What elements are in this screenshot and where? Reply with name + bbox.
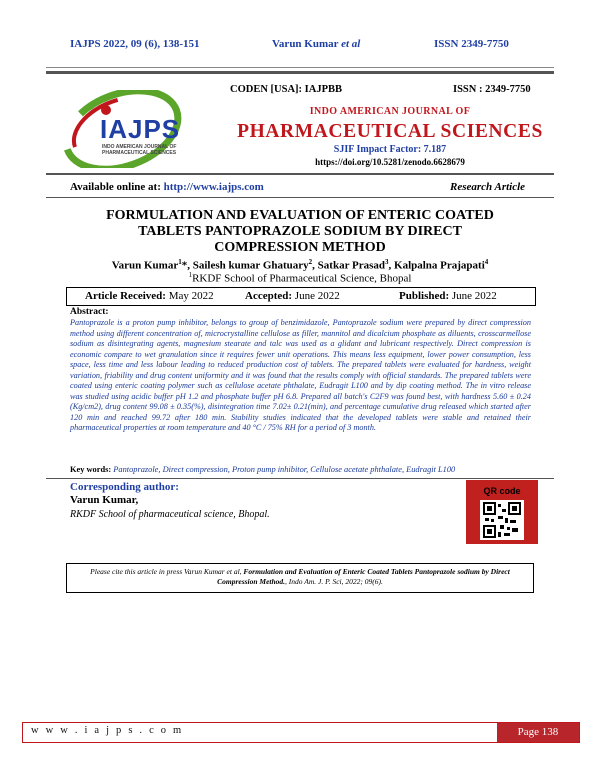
dates-box	[66, 287, 536, 306]
qr-code-icon	[480, 500, 524, 540]
abstract-heading: Abstract:	[70, 307, 109, 317]
abstract-text: Pantoprazole is a proton pump inhibitor, belongs to group of benzimidazole, Pantoprazole sodium were prepared by direct compression method using different concentration of, microcrystalline cellulose as filler, mannitol and dicalcium phosphate as diluents, crosscarmellose sodium as disintegrating agents, magnesium stearate and talc was used as a glidant and lubricant respectively. Direct compression is economic compare to wet granulation since it requires fewer unit operations. This means less equipment, lower power consumption, less space, less time and less labour leading to reduced production cost of tablets. The prepared tablets were evaluated for hardness, weight variation, friability and drug content uniformity and it was found that the results comply with official standards. The prepared tablets were coated using enteric coating polymer such as cellulose acetate phthalate, Eudragit L100 and by dip coating method. The in vitro release was studied using acidic buffer pH 1.2 and phosphate buffer pH 6.8. Prepared all batch's C2F9 was found best, with hardness 5.60 ± 0.24 (Kg/cm2), drug content 99.08 ± 0.35(%), disintegration time 7.02± 0.21(min), and percentage cumulative drug released which started after 120 min and reached 99.72 after 180 min. Stability studies indicated that the developed tablets were stable and retained their pharmaceutical properties at room temperature and 40 °C / 75% RH for a period of 3 month.	[70, 318, 531, 432]
running-author	[272, 38, 360, 50]
author-separator: ,	[388, 259, 395, 272]
article-title	[60, 208, 540, 256]
author-sup: 3	[385, 258, 389, 266]
affiliation-text: RKDF School of Pharmaceutical Science, Bhopal	[192, 272, 412, 285]
article-type: Research Article	[450, 181, 526, 193]
logo-tagline-1: INDO AMERICAN JOURNAL OF	[102, 144, 177, 150]
corresponding-name: Varun Kumar,	[70, 494, 139, 506]
availability-line	[70, 181, 264, 193]
keywords-label: Key words:	[70, 465, 114, 474]
author-list	[60, 258, 540, 272]
accepted-label: Accepted:	[245, 290, 295, 302]
header-issn: ISSN 2349-7750	[434, 38, 509, 50]
title-line-1: FORMULATION AND EVALUATION OF ENTERIC COATED	[106, 208, 494, 223]
logo-tagline	[102, 144, 176, 156]
author-name: Sailesh kumar Ghatuary	[192, 259, 309, 272]
coden: CODEN [USA]: IAJPBB	[230, 84, 343, 95]
author-name: Varun Kumar	[111, 259, 179, 272]
logo-wordmark: IAJPS	[100, 114, 181, 144]
logo-tagline-2: PHARMACEUTICAL SCIENCES	[102, 150, 177, 156]
running-author-etal: et al	[341, 38, 361, 50]
published-value: June 2022	[451, 290, 497, 302]
journal-title: PHARMACEUTICAL SCIENCES	[237, 121, 543, 142]
published-date	[399, 290, 497, 302]
keywords	[70, 465, 540, 474]
author-name: Kalpalna Prajapati	[394, 259, 485, 272]
author-name: Satkar Prasad	[317, 259, 386, 272]
citation-box	[66, 563, 534, 593]
keywords-rule	[46, 478, 554, 479]
journal-subtitle: INDO AMERICAN JOURNAL OF	[309, 106, 471, 117]
impact-factor: SJIF Impact Factor: 7.187	[333, 144, 447, 155]
author-sup: 2	[308, 258, 313, 266]
received-value: May 2022	[168, 290, 214, 302]
received-date	[85, 290, 214, 302]
qr-code-box[interactable]	[466, 480, 538, 544]
journal-reference: IAJPS 2022, 09 (6), 138-151	[70, 38, 200, 50]
footer-url[interactable]: w w w . i a j p s . c o m	[31, 725, 184, 736]
header-rule	[46, 67, 554, 68]
page-footer	[22, 722, 580, 743]
corresponding-heading: Corresponding author:	[70, 481, 179, 493]
keywords-text: Pantoprazole, Direct compression, Proton pump inhibitor, Cellulose acetate phthalate, Eudragit L100	[113, 465, 456, 474]
doi-link[interactable]: https://doi.org/10.5281/zenodo.6628679	[315, 157, 465, 167]
section-rule	[46, 197, 554, 198]
qr-code-label: QR code	[483, 486, 521, 496]
corresponding-affiliation: RKDF School of pharmaceutical science, Bhopal.	[70, 509, 270, 520]
page-number: Page 138	[497, 723, 579, 742]
running-author-name: Varun Kumar	[272, 38, 342, 50]
published-label: Published:	[399, 290, 452, 302]
masthead-rule	[46, 173, 554, 175]
affiliation-sup: 1	[188, 271, 193, 279]
author-separator: *,	[181, 259, 193, 272]
author-separator: ,	[312, 259, 318, 272]
accepted-date	[245, 290, 340, 302]
journal-logo	[60, 90, 220, 168]
citation-prefix: Please cite this article in press Varun Kumar et al,	[90, 567, 244, 576]
citation-text	[67, 564, 533, 587]
website-link[interactable]: http://www.iajps.com	[163, 181, 264, 193]
author-sup: 1	[178, 258, 182, 266]
title-line-2: TABLETS PANTOPRAZOLE SODIUM BY DIRECT	[138, 224, 462, 239]
affiliation	[60, 271, 540, 285]
received-label: Article Received:	[85, 290, 169, 302]
accepted-value: June 2022	[294, 290, 340, 302]
author-sup: 4	[484, 258, 489, 266]
title-line-3: COMPRESSION METHOD	[214, 240, 386, 255]
citation-suffix: , Indo Am. J. P. Sci, 2022; 09(6).	[285, 577, 383, 586]
citation-title: Formulation and Evaluation of Enteric Coated Tablets Pantoprazole sodium by Direct Compression Method.	[217, 567, 510, 586]
availability-label: Available online at:	[70, 181, 164, 193]
header-rule-thick	[46, 71, 554, 74]
masthead-issn: ISSN : 2349-7750	[453, 84, 531, 95]
